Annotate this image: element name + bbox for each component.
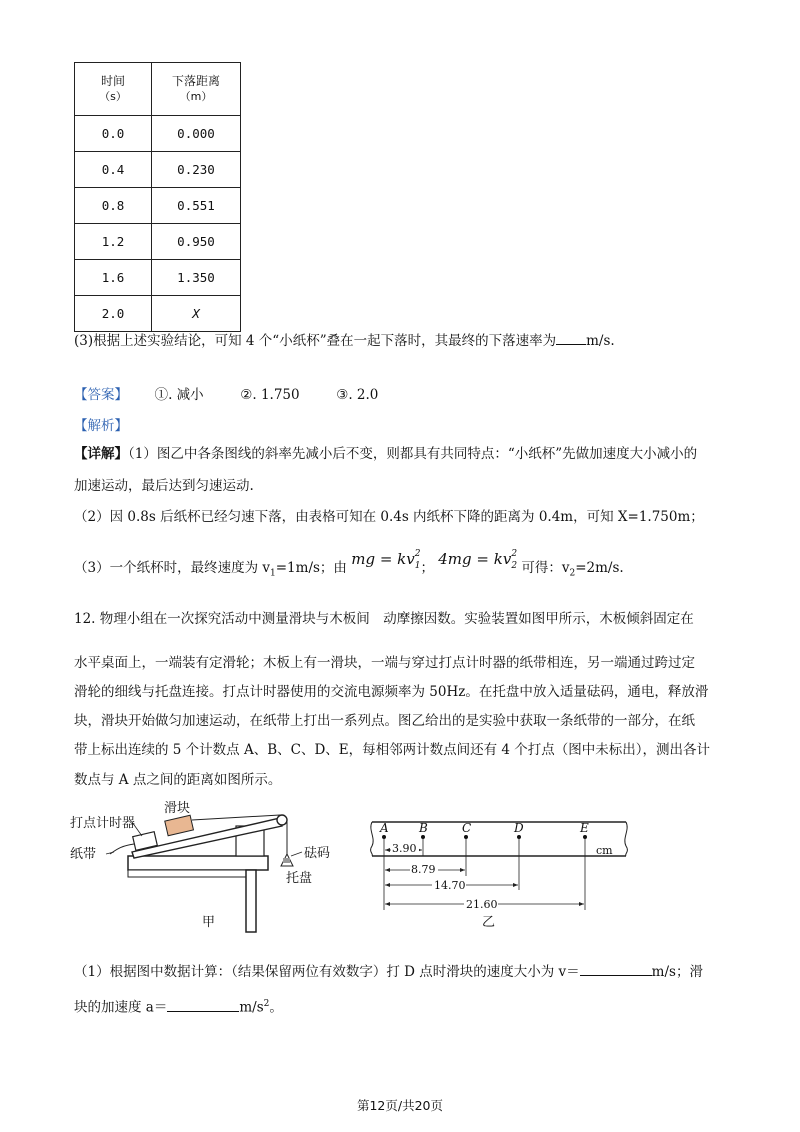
acceleration-blank	[167, 997, 239, 1012]
figure-jia	[70, 800, 360, 940]
q12-line-3: 滑轮的细线与托盘连接。打点计时器使用的交流电源频率为 50Hz。在托盘中放入适量砝码，通电，释放滑	[74, 684, 709, 700]
q12-line-5: 带上标出连续的 5 个计数点 A、B、C、D、E，每相邻两计数点间还有 4 个打点（图中未标出），测出各计	[74, 742, 711, 758]
tape-label: 纸带	[70, 847, 97, 862]
page-number: 第12页/共20页	[356, 1098, 444, 1113]
point-e-label: E	[580, 821, 589, 835]
q12-line-4: 块，滑块开始做匀加速运动，在纸带上打出一系列点。图乙给出的是实验中获取一条纸带的一部分，在纸	[74, 713, 695, 729]
point-c-dot	[464, 835, 468, 839]
point-b-dot	[421, 835, 425, 839]
distance-ad: 14.70	[434, 879, 466, 892]
answer-2: ②. 1.750	[240, 387, 300, 403]
time-cell: 0.0	[75, 116, 152, 152]
tape-right-tear	[625, 822, 628, 856]
table-top	[128, 856, 268, 870]
pulley	[277, 815, 287, 825]
table-row	[75, 188, 241, 224]
table-leg	[246, 870, 256, 932]
q12-line-6: 数点与 A 点之间的距离如图所示。	[74, 772, 282, 788]
distance-cell: 0.551	[152, 188, 241, 224]
weight-label: 砝码	[304, 846, 331, 861]
weight-block	[283, 858, 290, 863]
distance-cell: X	[152, 296, 241, 332]
distance-cell: 0.950	[152, 224, 241, 260]
detail-line-4: （3）一个纸杯时，最终速度为 $v_1=1m/s$；由 mg = $kv_1$ 2 ； $4mg = kv_2$ 2 可得：$v_2=2m/s$.	[74, 549, 624, 579]
distance-cell: 0.000	[152, 116, 241, 152]
table-row	[75, 224, 241, 260]
q12-sub1-line-2: 块的加速度 $a= m/s^2$。	[74, 994, 283, 1018]
time-cell: 2.0	[75, 296, 152, 332]
table-row	[75, 296, 241, 332]
time-cell: 0.8	[75, 188, 152, 224]
equation-2: $4mg = kv_2$ 2	[438, 549, 518, 571]
answer-label: 【答案】	[74, 387, 128, 403]
point-e-dot	[583, 835, 587, 839]
table-row	[75, 116, 241, 152]
distance-ac: 8.79	[411, 863, 436, 876]
timer-label: 打点计时器	[70, 816, 136, 831]
distance-cell: 1.350	[152, 260, 241, 296]
distance-cell: 0.230	[152, 152, 241, 188]
time-header: 时间 （s）	[75, 63, 152, 116]
point-a-label: A	[380, 821, 389, 835]
point-d-label: D	[514, 821, 524, 835]
string	[192, 815, 280, 820]
slider-block	[165, 815, 194, 835]
slider-label: 滑块	[164, 801, 191, 816]
point-b-label: B	[419, 821, 428, 835]
figure-yi	[364, 812, 634, 932]
detail-line-2: 加速运动，最后达到匀速运动.	[74, 478, 254, 494]
time-cell: 1.6	[75, 260, 152, 296]
figure-jia-caption: 甲	[202, 915, 216, 930]
detail-label: 【详解】	[74, 446, 128, 462]
tray-label: 托盘	[286, 871, 313, 886]
fall-data-table	[74, 62, 241, 332]
answer-1: ①. 减小	[154, 387, 204, 403]
detail-line-3: （2）因 0.8s 后纸杯已经匀速下落，由表格可知在 0.4s 内纸杯下降的距离为 0.4m，可知 X=1.750m；	[74, 509, 704, 525]
unit-label: cm	[596, 844, 613, 857]
q12-line-2: 水平桌面上，一端装有定滑轮；木板上有一滑块，一端与穿过打点计时器的纸带相连，另一端通过跨过定	[74, 655, 695, 671]
question-3: (3)根据上述实验结论，可知 4 个“小纸杯”叠在一起下落时，其最终的下落速率为 m/s.	[74, 330, 615, 351]
distance-ae: 21.60	[466, 898, 498, 911]
analysis-label: 【解析】	[74, 418, 128, 434]
table-row	[75, 152, 241, 188]
tape-left-tear	[371, 822, 374, 856]
distance-ab: 3.90	[392, 842, 417, 855]
figure-yi-caption: 乙	[482, 915, 496, 930]
point-a-dot	[382, 835, 386, 839]
velocity-blank	[580, 961, 652, 976]
point-d-dot	[517, 835, 521, 839]
q12-line-1: 12. 物理小组在一次探究活动中测量滑块与木板间 动摩擦因数。实验装置如图甲所示，木板倾斜固定在	[74, 611, 694, 627]
detail-line-1: 【详解】（1）图乙中各条图线的斜率先减小后不变，则都具有共同特点：“小纸杯”先做加速度大小减小的	[74, 446, 698, 462]
table-row	[75, 260, 241, 296]
answer-blank	[556, 330, 586, 345]
equation-1: mg = $kv_1$ 2	[351, 549, 421, 571]
q12-sub1-line-1: （1）根据图中数据计算：（结果保留两位有效数字）打 D 点时滑块的速度大小为 v＝ m/s；滑	[74, 961, 703, 982]
answer-line	[74, 385, 378, 405]
time-cell: 1.2	[75, 224, 152, 260]
point-c-label: C	[462, 821, 472, 835]
distance-header: 下落距离 （m）	[152, 63, 241, 116]
table-header-row	[75, 63, 241, 116]
answer-3: ③. 2.0	[336, 387, 379, 403]
time-cell: 0.4	[75, 152, 152, 188]
table-edge	[128, 870, 248, 877]
